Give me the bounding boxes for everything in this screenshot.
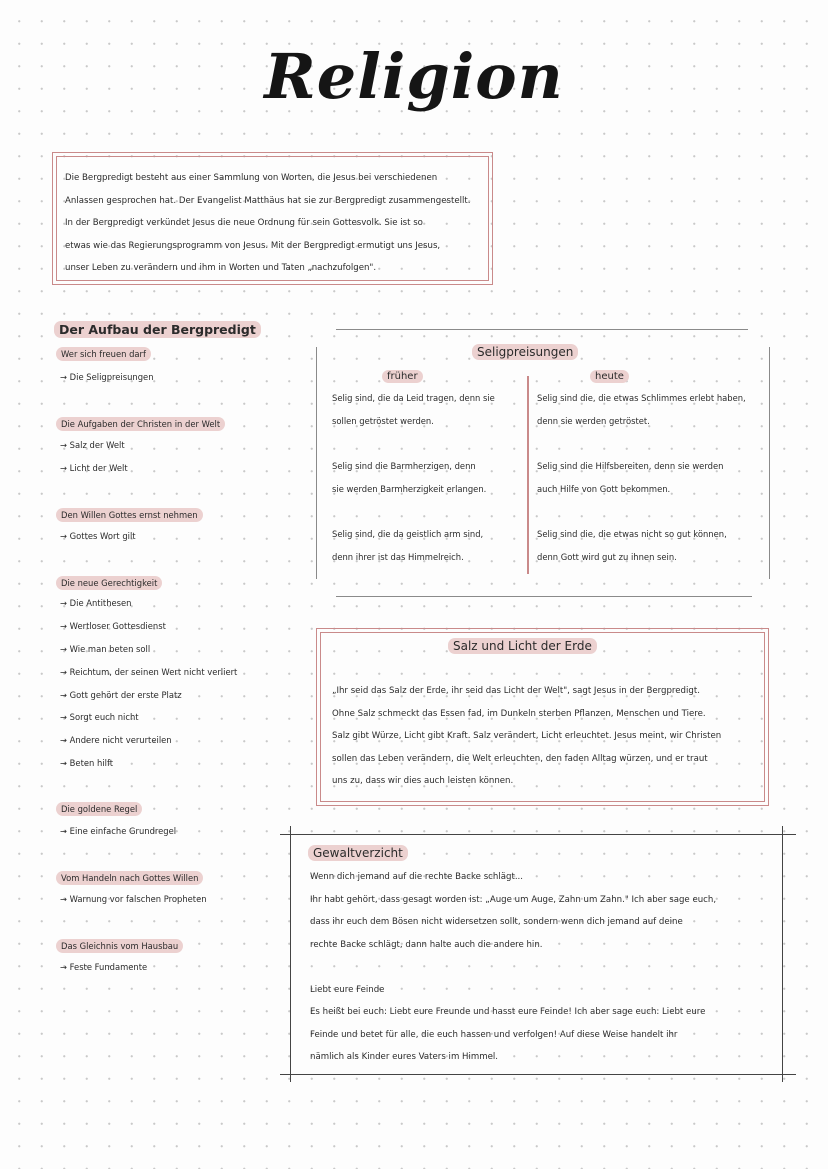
intro-line: unser Leben zu verändern und ihm in Worten und Taten „nachzufolgen". (65, 263, 377, 273)
salz-heading: Salz und Licht der Erde (448, 638, 597, 654)
gewalt-line: rechte Backe schlägt, dann halte auch die andere hin. (310, 939, 543, 950)
aufbau-item: → Reichtum, der seinen Wert nicht verliert (60, 667, 238, 677)
heute-entry (537, 523, 727, 568)
salz-line: „Ihr seid das Salz der Erde, ihr seid das Licht der Welt", sagt Jesus in der Bergpredigt. (332, 686, 700, 696)
aufbau-section-label: Den Willen Gottes ernst nehmen (56, 508, 203, 522)
aufbau-section-label: Das Gleichnis vom Hausbau (56, 939, 183, 953)
aufbau-section-label: Vom Handeln nach Gottes Willen (56, 871, 203, 885)
aufbau-section-label: Die Aufgaben der Christen in der Welt (56, 417, 225, 431)
aufbau-item: → Warnung vor falschen Propheten (60, 894, 207, 904)
frueher-entry (332, 455, 486, 500)
seligpreisungen-heading: Seligpreisungen (472, 344, 578, 360)
gewalt-text (310, 866, 716, 1069)
aufbau-item: → Eine einfache Grundregel (60, 826, 177, 836)
aufbau-section-label: Wer sich freuen darf (56, 347, 151, 361)
gewalt-line: Es heißt bei euch: Liebt eure Freunde und hasst eure Feinde! Ich aber sage euch: Liebt eure (310, 1007, 706, 1017)
entry-line: Selig sind die Barmherzigen, denn (332, 461, 476, 471)
aufbau-item: → Sorgt euch nicht (60, 712, 139, 722)
aufbau-section-label: Die goldene Regel (56, 802, 142, 816)
salz-line: Ohne Salz schmeckt das Essen fad, im Dunkeln sterben Pflanzen, Menschen und Tiere. (332, 708, 706, 719)
aufbau-section-label: Die neue Gerechtigkeit (56, 576, 162, 590)
divider-line (769, 347, 770, 579)
aufbau-heading: Der Aufbau der Bergpredigt (54, 321, 261, 338)
gewalt-line: Feinde und betet für alle, die euch hassen und verfolgen! Auf diese Weise handelt ihr (310, 1029, 678, 1040)
gewalt-line: dass ihr euch dem Bösen nicht widersetzen sollt, sondern wenn dich jemand auf deine (310, 917, 683, 927)
intro-line: Die Bergpredigt besteht aus einer Sammlung von Worten, die Jesus bei verschiedenen (65, 173, 438, 183)
frame-line (280, 834, 796, 835)
frueher-label: früher (382, 370, 423, 383)
gewalt-subheading: Wenn dich jemand auf die rechte Backe schlägt... (310, 872, 524, 882)
aufbau-item: → Wertloser Gottesdienst (60, 621, 166, 631)
gewalt-heading: Gewaltverzicht (308, 845, 408, 861)
gewalt-line: nämlich als Kinder eures Vaters im Himmel. (310, 1052, 499, 1062)
frame-line (280, 1074, 796, 1075)
frame-line (782, 826, 783, 1082)
aufbau-item: → Salz der Welt (60, 440, 125, 450)
aufbau-item: → Andere nicht verurteilen (60, 735, 172, 745)
aufbau-item: → Die Seligpreisungen (60, 372, 154, 382)
aufbau-item: → Licht der Welt (60, 463, 128, 473)
aufbau-item: → Gott gehört der erste Platz (60, 690, 182, 700)
entry-line: denn ihrer ist das Himmelreich. (332, 551, 464, 562)
aufbau-item: → Die Antithesen (60, 598, 132, 608)
entry-line: Selig sind, die da geistlich arm sind, (332, 529, 484, 539)
intro-line: In der Bergpredigt verkündet Jesus die neue Ordnung für sein Gottesvolk. Sie ist so (65, 218, 423, 228)
frueher-entry (332, 523, 483, 568)
salz-line: sollen das Leben verändern, die Welt erleuchten, den faden Alltag würzen, und er traut (332, 753, 708, 764)
aufbau-item: → Gottes Wort gilt (60, 531, 136, 541)
entry-line: Selig sind die Hilfsbereiten, denn sie werden (537, 461, 724, 471)
entry-line: Selig sind die, die etwas nicht so gut können, (537, 529, 727, 539)
entry-line: Selig sind die, die etwas Schlimmes erlebt haben, (537, 393, 746, 403)
feinde-subheading: Liebt eure Feinde (310, 984, 385, 995)
entry-line: Selig sind, die da Leid tragen, denn sie (332, 393, 495, 403)
entry-line: sollen getröstet werden. (332, 415, 434, 426)
intro-line: etwas wie das Regierungsprogramm von Jesus. Mit der Bergpredigt ermutigt uns Jesus, (65, 240, 441, 251)
frame-line (290, 826, 291, 1082)
gewalt-line: Ihr habt gehört, dass gesagt worden ist: „Auge um Auge, Zahn um Zahn." Ich aber sage euch, (310, 894, 717, 905)
intro-box (52, 152, 493, 285)
salz-line: uns zu, dass wir dies auch leisten können. (332, 776, 514, 786)
aufbau-item: → Feste Fundamente (60, 962, 148, 972)
divider-line (336, 596, 752, 597)
salz-text (332, 680, 721, 793)
heute-entry (537, 387, 746, 432)
heute-entry (537, 455, 723, 500)
entry-line: denn Gott wird gut zu ihnen sein. (537, 551, 677, 562)
heute-label: heute (590, 370, 629, 383)
divider-line (336, 329, 748, 330)
intro-line: Anlassen gesprochen hat. Der Evangelist Matthäus hat sie zur Bergpredigt zusammengestellt. (65, 195, 471, 206)
divider-line (316, 347, 317, 579)
frueher-entry (332, 387, 495, 432)
entry-line: denn sie werden getröstet. (537, 415, 650, 426)
salz-line: Salz gibt Würze, Licht gibt Kraft. Salz verändert, Licht erleuchtet. Jesus meint, wir Christen (332, 731, 722, 741)
entry-line: auch Hilfe von Gott bekommen. (537, 483, 671, 494)
aufbau-item: → Beten hilft (60, 758, 114, 768)
column-divider (527, 376, 529, 574)
entry-line: sie werden Barmherzigkeit erlangen. (332, 483, 487, 494)
page-title: Religion (264, 40, 564, 113)
aufbau-item: → Wie man beten soll (60, 644, 151, 654)
